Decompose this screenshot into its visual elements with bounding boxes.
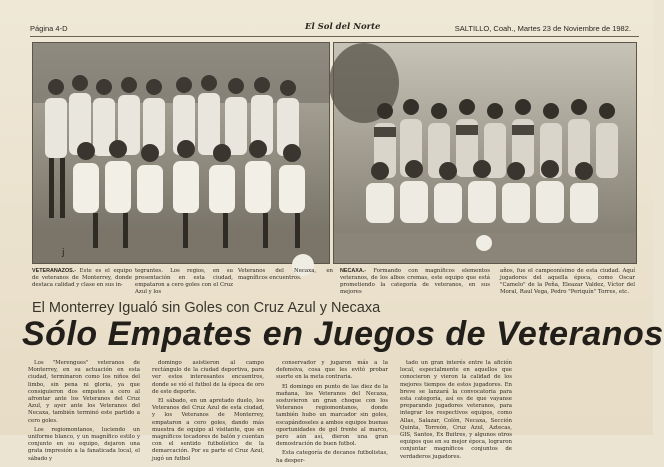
photo-necaxa-team bbox=[333, 42, 637, 264]
article-body bbox=[28, 360, 640, 464]
article-paragraph: Los regiomontanos, luciendo un uniforme blanco, y un magnífico estilo y conjunto en su equipo, dejaron una grata impresión a la fanaticada local, el sábado y bbox=[28, 426, 140, 462]
caption-text-necaxa: Formando con magníficos elementos veteranos, de los albos cremas, este equipo que está prometiendo la categoría de veteranos, en sus mejores bbox=[340, 268, 490, 295]
article-paragraph: tado un gran interés entre la afición local, especialmente en aquellos que conocieron y vieron la calidad de los mejores tiempos de estos jugadores. En breve se lanzará la convocatoria para esta categoría, así es de que vayanse preparando jugadores veteranos, para integrar los respectivos equipos, como Allas, Salazar, Colón, Necaxa, Sección Quinta, Torreón, Cruz Azul, Aztecas, GIS, Santos, Ex Buitres, y algunos otros equipos que en su mejor época, lograron conjuntar magníficos conjuntos de verdaderos jugadores. bbox=[400, 360, 512, 460]
caption-monterrey-part3: Veteranos del Necaxa, en magníficos encuentros. bbox=[238, 268, 333, 281]
article-column-3 bbox=[276, 360, 388, 467]
article-paragraph: Esta categoría de decanos futbolistas, ha desper- bbox=[276, 450, 388, 464]
caption-monterrey-part1 bbox=[32, 268, 132, 289]
article-column-2 bbox=[152, 360, 264, 465]
masthead bbox=[30, 22, 639, 37]
article-paragraph: El sábado, en un apretado duelo, los Veteranos del Cruz Azul de esta ciudad, y los Veteranos de Monterrey, empataron a cero goles, dando más muestra de equipo al visitante, que en magníficos tocadores de balón y cuentan con el sentido futbolístico de la demarcación. Por su parte el Cruz Azul, jugó un futbol bbox=[152, 398, 264, 462]
caption-text-monterrey: Este es el equipo de veteranos de Monterrey, donde destaca calidad y clase en sus in- bbox=[32, 268, 132, 288]
caption-lead-necaxa: NECAXA.- bbox=[340, 268, 367, 274]
photo-monterrey-team bbox=[32, 42, 330, 264]
caption-necaxa-part2: años, fue el campeonísimo de esta ciudad. Aquí jugadores del aquella época, como Oscar "Camelo" de la Peña, Eleazar Valdez, Víctor del Moral, Raul Vega, Pedro "Periquín" Torres, etc. bbox=[500, 268, 635, 295]
dateline: SALTILLO, Coah., Martes 23 de Noviembre de 1982. bbox=[454, 24, 631, 33]
caption-monterrey-part2: tegrantes. Los regios, en su presentación en esta ciudad, empataron a cero goles con el Cruz Azul y los bbox=[135, 268, 233, 295]
headline: Sólo Empates en Juegos de Veteranos bbox=[22, 315, 664, 353]
article-paragraph: El domingo en punto de las diez de la mañana, los Veteranos del Necaxa, sostuvieron un gran choque con los Veteranos regiomontanos, donde también hubo un marcador sin goles, escapándoseles a ambos equipos buenas oportunidades de gol frente al marco, pero aún así, dieron una gran demostración de buen futbol. bbox=[276, 383, 388, 448]
photo-captions bbox=[32, 268, 635, 302]
caption-lead-monterrey: VETERANAZOS.- bbox=[32, 268, 77, 274]
article-paragraph: Los "Merengues" veteranos de Monterrey, en su actuación en esta ciudad, terminaron como los niños del limbo, sin pena ni gloria, ya que consiguieron dos empates a cero al afrontar ante los Veteranos del Cruz Azul, y ayer ante los Veteranos del Necaxa, también terminó este partido a cero goles. bbox=[28, 360, 140, 424]
caption-necaxa-part1 bbox=[340, 268, 490, 296]
article-paragraph: domingo asistieron al campo rectángulo de la ciudad deportiva, para ver estos interesantes encuentros, donde se vió el futbol de la época de oro de este deporte. bbox=[152, 360, 264, 395]
photo-marker: j bbox=[62, 248, 65, 258]
subheadline: El Monterrey Igualó sin Goles con Cruz Azul y Necaxa bbox=[32, 300, 381, 316]
article-column-1 bbox=[28, 360, 140, 465]
newspaper-name: El Sol del Norte bbox=[305, 22, 381, 32]
article-paragraph: conservador y jugaron más a la defensiva, cosa que les evitó probar suerte en la meta contraria. bbox=[276, 360, 388, 381]
article-column-4 bbox=[400, 360, 512, 463]
page-number: Página 4-D bbox=[30, 24, 68, 33]
